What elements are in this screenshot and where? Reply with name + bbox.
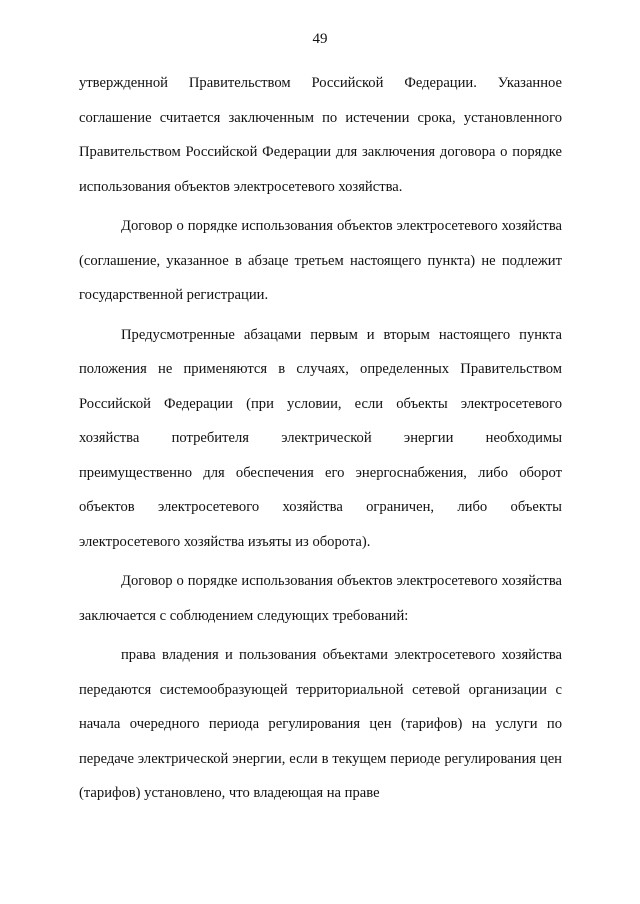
document-body <box>79 66 562 816</box>
paragraph-agreement-conclusion: утвержденной Правительством Российской Федерации. Указанное соглашение считается заключенным по истечении срока, установленного Правительством Российской Федерации для заключения договора о порядке использования объектов электросетевого хозяйства. <box>79 75 562 195</box>
paragraph-no-registration: Договор о порядке использования объектов электросетевого хозяйства (соглашение, указанное в абзаце третьем настоящего пункта) не подлежит государственной регистрации. <box>79 218 562 303</box>
paragraph-exceptions: Предусмотренные абзацами первым и вторым настоящего пункта положения не применяются в случаях, определенных Правительством Российской Федерации (при условии, если объекты электросетевого хозяйства потребителя электрической энергии необходимы преимущественно для обеспечения его энергоснабжения, либо оборот объектов электросетевого хозяйства ограничен, либо объекты электросетевого хозяйства изъяты из оборота). <box>79 326 562 550</box>
paragraph-requirements-intro: Договор о порядке использования объектов электросетевого хозяйства заключается с соблюдением следующих требований: <box>79 573 562 624</box>
page-number: 49 <box>312 31 328 47</box>
paragraph-ownership-rights: права владения и пользования объектами электросетевого хозяйства передаются системообразующей территориальной сетевой организации с начала очередного периода регулирования цен (тарифов) на услуги по передаче электрической энергии, если в текущем периоде регулирования цен (тарифов) установлено, что владеющая на праве <box>79 647 562 801</box>
